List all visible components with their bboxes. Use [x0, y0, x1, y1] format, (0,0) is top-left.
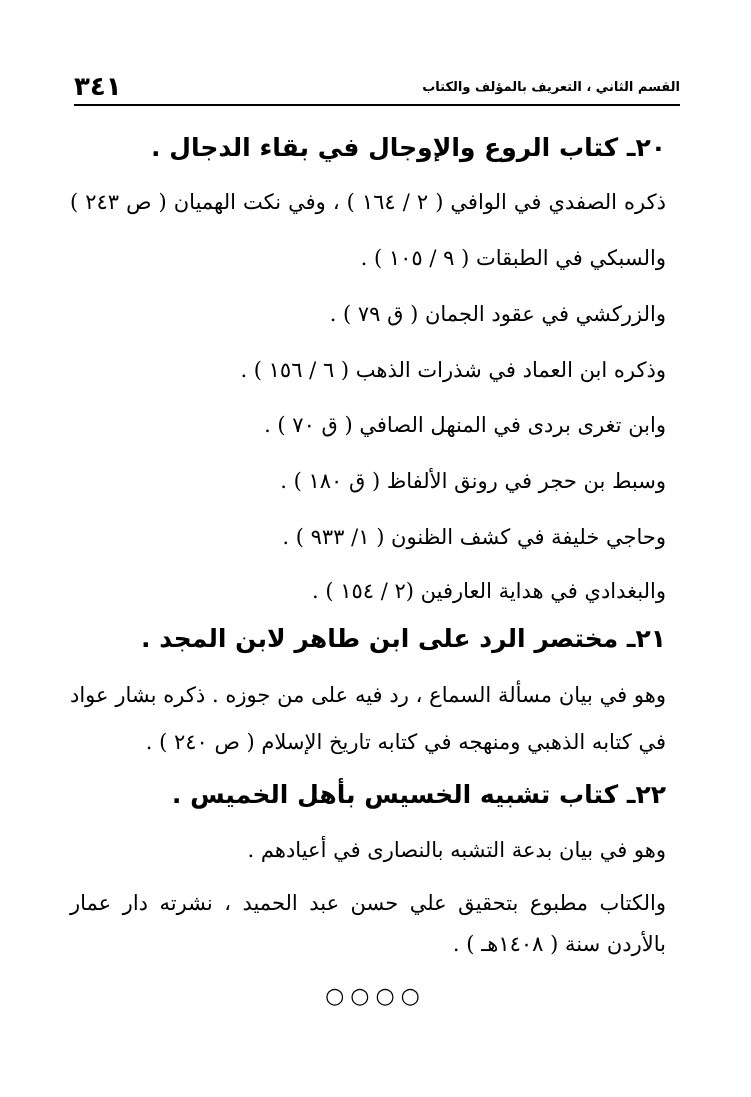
text-line: والكتاب مطبوع بتحقيق علي حسن عبد الحميد ، نشرته دار عمار: [70, 891, 666, 915]
text-line: وهو في بيان بدعة التشبه بالنصارى في أعيادهم .: [247, 838, 666, 862]
text-line: وابن تغرى بردى في المنهل الصافي ( ق ٧٠ ) .: [264, 413, 666, 437]
text-line: ذكره الصفدي في الوافي ( ٢ / ١٦٤ ) ، وفي نكت الهميان ( ص ٢٤٣ ): [70, 190, 666, 214]
text-line: في كتابه الذهبي ومنهجه في كتابه تاريخ الإسلام ( ص ٢٤٠ ) .: [145, 730, 666, 754]
text-line: وهو في بيان مسألة السماع ، رد فيه على من جوزه . ذكره بشار عواد: [70, 683, 666, 707]
heading-item-22: ٢٢ـ كتاب تشبيه الخسيس بأهل الخميس .: [171, 780, 666, 809]
text-line: وذكره ابن العماد في شذرات الذهب ( ٦ / ١٥٦ ) .: [240, 358, 666, 382]
text-line: والبغدادي في هداية العارفين (٢ / ١٥٤ ) .: [311, 579, 666, 603]
page-number: ٣٤١: [74, 72, 122, 102]
text-line: والزركشي في عقود الجمان ( ق ٧٩ ) .: [329, 302, 666, 326]
text-line: بالأردن سنة ( ١٤٠٨هـ ) .: [452, 932, 666, 956]
text-line: والسبكي في الطبقات ( ٩ / ١٠٥ ) .: [360, 246, 666, 270]
heading-item-20: ٢٠ـ كتاب الروع والإوجال في بقاء الدجال .: [151, 133, 666, 162]
section-end-ornament: ○○○○: [325, 984, 426, 1009]
text-line: وسبط بن حجر في رونق الألفاظ ( ق ١٨٠ ) .: [280, 469, 666, 493]
heading-item-21: ٢١ـ مختصر الرد على ابن طاهر لابن المجد .: [141, 624, 666, 653]
running-head: القسم الثاني ، التعريف بالمؤلف والكتاب: [422, 80, 680, 95]
text-line: وحاجي خليفة في كشف الظنون ( ١/ ٩٣٣ ) .: [282, 525, 666, 549]
page-header: [74, 72, 680, 106]
